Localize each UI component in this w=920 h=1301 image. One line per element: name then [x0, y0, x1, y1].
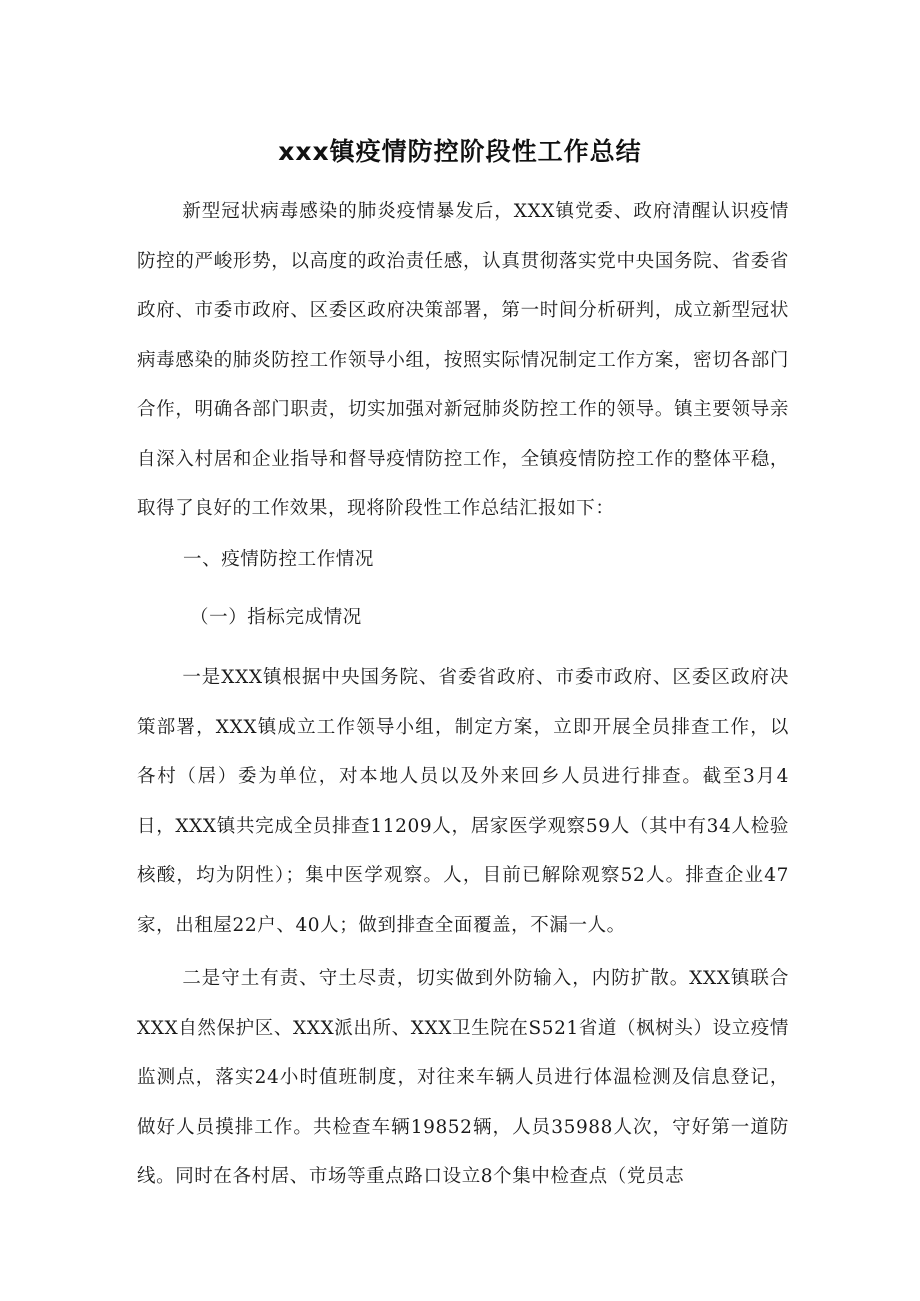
- intro-paragraph: 新型冠状病毒感染的肺炎疫情暴发后，XXX镇党委、政府清醒认识疫情防控的严峻形势，以高度的政治责任感，认真贯彻落实党中央国务院、省委省政府、市委市政府、区委区政府决策部署，第一时间分析研判，成立新型冠状病毒感染的肺炎防控工作领导小组，按照实际情况制定工作方案，密切各部门合作，明确各部门职责，切实加强对新冠肺炎防控工作的领导。镇主要领导亲自深入村居和企业指导和督导疫情防控工作，全镇疫情防控工作的整体平稳，取得了良好的工作效果，现将阶段性工作总结汇报如下：: [137, 201, 789, 519]
- body-paragraph-2: 二是守土有责、守土尽责，切实做到外防输入，内防扩散。XXX镇联合XXX自然保护区、XXX派出所、XXX卫生院在S521省道（枫树头）设立疫情监测点，落实24小时值班制度，对往来车辆人员进行体温检测及信息登记，做好人员摸排工作。共检查车辆19852辆，人员35988人次，守好第一道防线。同时在各村居、市场等重点路口设立8个集中检查点（党员志: [137, 968, 789, 1187]
- document-title: xxx镇疫情防控阶段性工作总结: [278, 137, 642, 166]
- section-heading: 一、疫情防控工作情况: [183, 549, 375, 570]
- body-paragraph-1: 一是XXX镇根据中央国务院、省委省政府、市委市政府、区委区政府决策部署，XXX镇成立工作领导小组，制定方案，立即开展全员排查工作，以各村（居）委为单位，对本地人员以及外来回乡人员进行排查。截至3月4日，XXX镇共完成全员排查11209人，居家医学观察59人（其中有34人检验核酸，均为阴性）；集中医学观察。人，目前已解除观察52人。排查企业47家，出租屋22户、40人；做到排查全面覆盖，不漏一人。: [137, 667, 789, 936]
- subsection-heading: （一）指标完成情况: [190, 607, 362, 628]
